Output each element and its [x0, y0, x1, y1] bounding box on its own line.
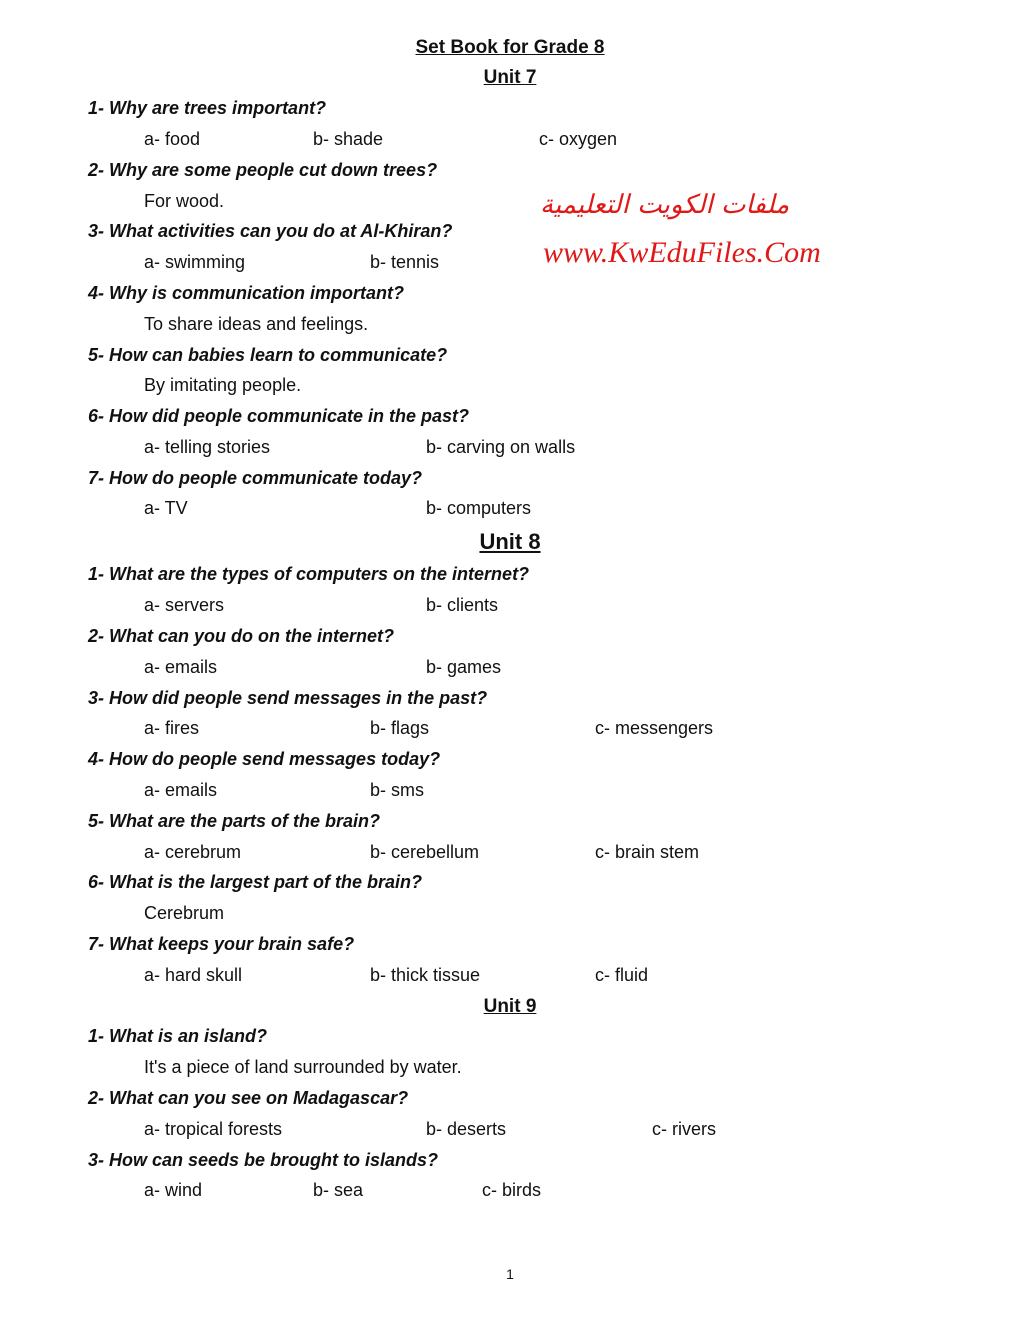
question: 1- What are the types of computers on the internet?: [88, 564, 530, 584]
question: 5- What are the parts of the brain?: [88, 811, 381, 831]
question: 3- What activities can you do at Al-Khiran?: [88, 221, 453, 241]
answer-option: c- brain stem: [595, 842, 700, 862]
answer-text: For wood.: [144, 191, 225, 211]
document-title: Set Book for Grade 8: [415, 37, 605, 58]
unit-7-heading: Unit 7: [483, 67, 537, 88]
question: 5- How can babies learn to communicate?: [88, 345, 448, 365]
answer-option: a- fires: [144, 718, 200, 738]
answer-option: a- emails: [144, 780, 218, 800]
answer-option: b- games: [426, 657, 502, 677]
unit-9-heading: Unit 9: [483, 996, 537, 1017]
answer-option: a- TV: [144, 498, 188, 518]
answer-option: b- thick tissue: [370, 965, 481, 985]
answer-option: b- sea: [313, 1180, 364, 1200]
question: 7- What keeps your brain safe?: [88, 934, 355, 954]
answer-option: a- hard skull: [144, 965, 243, 985]
answer-option: a- telling stories: [144, 437, 271, 457]
watermark-arabic: ملفات الكويت التعليمية: [540, 190, 790, 220]
answer-option: c- birds: [482, 1180, 542, 1200]
question: 2- Why are some people cut down trees?: [88, 160, 438, 180]
answer-text: Cerebrum: [144, 903, 225, 923]
question: 3- How can seeds be brought to islands?: [88, 1150, 439, 1170]
answer-option: a- swimming: [144, 252, 246, 272]
answer-option: b- flags: [370, 718, 430, 738]
answer-option: a- wind: [144, 1180, 203, 1200]
answer-option: b- sms: [370, 780, 424, 800]
question: 2- What can you do on the internet?: [88, 626, 394, 646]
unit-8-heading: Unit 8: [479, 529, 541, 554]
answer-option: b- shade: [313, 129, 384, 149]
answer-text: By imitating people.: [144, 375, 302, 395]
question: 7- How do people communicate today?: [88, 468, 423, 488]
question: 1- What is an island?: [88, 1026, 268, 1046]
question: 4- Why is communication important?: [88, 283, 405, 303]
page-number: 1: [506, 1266, 514, 1282]
answer-option: b- computers: [426, 498, 532, 518]
question: 1- Why are trees important?: [88, 98, 327, 118]
answer-text: To share ideas and feelings.: [144, 314, 369, 334]
answer-option: a- cerebrum: [144, 842, 242, 862]
question: 3- How did people send messages in the past?: [88, 688, 488, 708]
answer-option: a- tropical forests: [144, 1119, 283, 1139]
answer-option: b- carving on walls: [426, 437, 576, 457]
question: 6- How did people communicate in the past?: [88, 406, 470, 426]
answer-option: c- fluid: [595, 965, 649, 985]
answer-option: b- cerebellum: [370, 842, 480, 862]
answer-option: b- clients: [426, 595, 499, 615]
answer-option: c- messengers: [595, 718, 714, 738]
answer-option: a- food: [144, 129, 201, 149]
answer-option: c- rivers: [652, 1119, 716, 1139]
answer-text: It's a piece of land surrounded by water.: [144, 1057, 462, 1077]
answer-option: b- tennis: [370, 252, 440, 272]
watermark-url: www.KwEduFiles.Com: [543, 236, 821, 269]
answer-option: b- deserts: [426, 1119, 507, 1139]
question: 4- How do people send messages today?: [88, 749, 441, 769]
answer-option: a- servers: [144, 595, 225, 615]
answer-option: a- emails: [144, 657, 218, 677]
question: 2- What can you see on Madagascar?: [88, 1088, 409, 1108]
answer-option: c- oxygen: [539, 129, 618, 149]
question: 6- What is the largest part of the brain?: [88, 872, 423, 892]
